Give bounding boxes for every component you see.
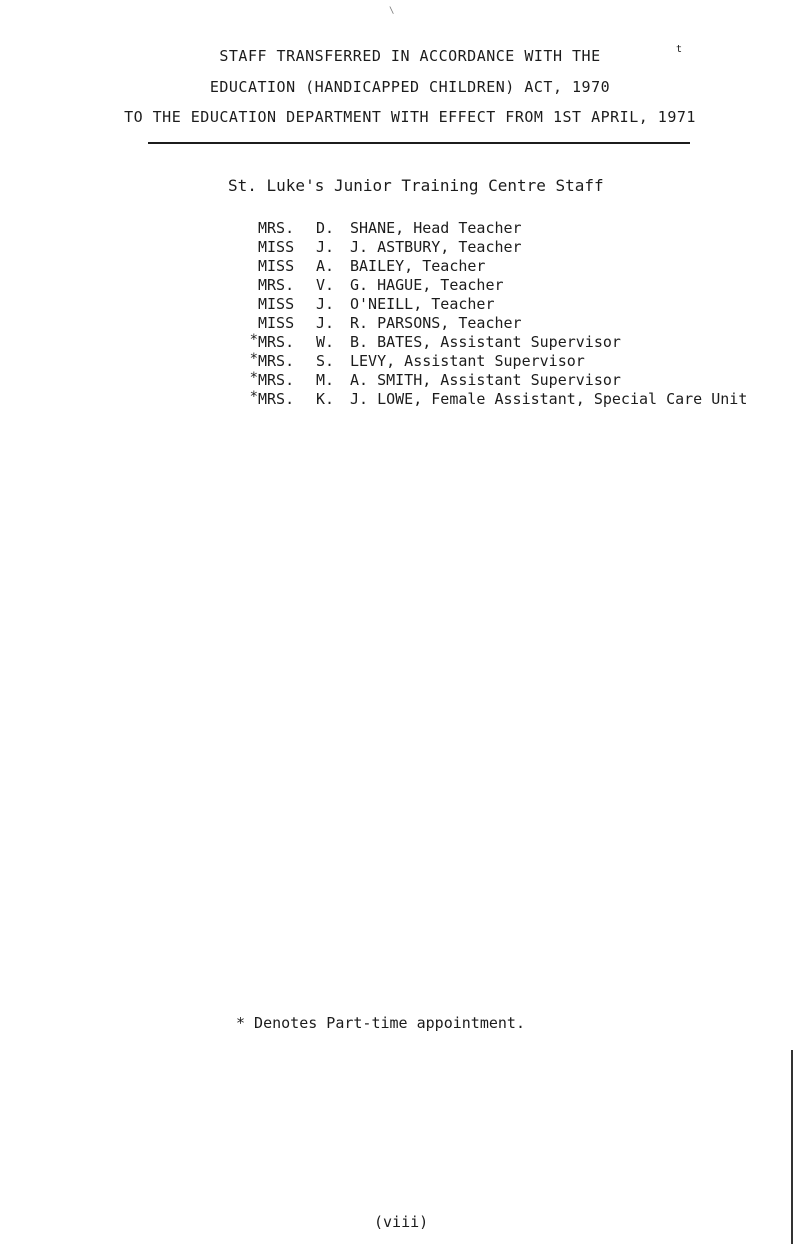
staff-mark: * (249, 370, 258, 386)
staff-title: MRS. (258, 352, 295, 370)
staff-mark: * (249, 332, 258, 348)
staff-name-role: SHANE, Head Teacher (350, 219, 522, 237)
staff-name-role: A. SMITH, Assistant Supervisor (350, 371, 621, 389)
staff-name-role: J. ASTBURY, Teacher (350, 238, 522, 256)
staff-name-role: O'NEILL, Teacher (350, 295, 495, 313)
staff-initial: J. (316, 295, 335, 313)
staff-title: MISS (258, 295, 295, 313)
title-line-2: EDUCATION (HANDICAPPED CHILDREN) ACT, 1970 (209, 78, 611, 96)
staff-initial: A. (316, 257, 335, 275)
staff-title: MRS. (258, 219, 295, 237)
staff-name-role: LEVY, Assistant Supervisor (350, 352, 585, 370)
staff-row (0, 390, 800, 409)
staff-name-role: BAILEY, Teacher (350, 257, 486, 275)
staff-initial: W. (316, 333, 335, 351)
staff-row (0, 333, 800, 352)
staff-title: MRS. (258, 390, 295, 408)
staff-mark: * (249, 389, 258, 405)
staff-title: MISS (258, 257, 295, 275)
scan-edge-line (791, 1050, 793, 1244)
corner-mark: t (676, 44, 683, 55)
staff-row (0, 295, 800, 314)
corner-mark-top: \ (389, 6, 395, 16)
staff-initial: J. (316, 314, 335, 332)
staff-name-role: B. BATES, Assistant Supervisor (350, 333, 621, 351)
staff-row (0, 276, 800, 295)
staff-mark: * (249, 351, 258, 367)
staff-row (0, 352, 800, 371)
staff-title: MRS. (258, 276, 295, 294)
staff-initial: D. (316, 219, 335, 237)
title-line-3: TO THE EDUCATION DEPARTMENT WITH EFFECT FROM 1ST APRIL, 1971 (124, 108, 696, 126)
staff-initial: S. (316, 352, 335, 370)
title-underline (148, 142, 690, 144)
staff-initial: M. (316, 371, 335, 389)
page-number: (viii) (374, 1213, 429, 1231)
staff-name-role: G. HAGUE, Teacher (350, 276, 504, 294)
staff-initial: V. (316, 276, 335, 294)
staff-title: MRS. (258, 333, 295, 351)
staff-title: MISS (258, 238, 295, 256)
staff-initial: J. (316, 238, 335, 256)
staff-row (0, 257, 800, 276)
staff-name-role: J. LOWE, Female Assistant, Special Care Unit (350, 390, 748, 408)
staff-name-role: R. PARSONS, Teacher (350, 314, 522, 332)
title-line-1: STAFF TRANSFERRED IN ACCORDANCE WITH THE (219, 47, 601, 65)
section-heading: St. Luke's Junior Training Centre Staff (228, 176, 604, 195)
staff-row (0, 219, 800, 238)
staff-list (0, 219, 800, 409)
staff-initial: K. (316, 390, 335, 408)
staff-row (0, 314, 800, 333)
footnote: * Denotes Part-time appointment. (236, 1014, 525, 1032)
staff-title: MRS. (258, 371, 295, 389)
staff-title: MISS (258, 314, 295, 332)
staff-row (0, 238, 800, 257)
staff-row (0, 371, 800, 390)
